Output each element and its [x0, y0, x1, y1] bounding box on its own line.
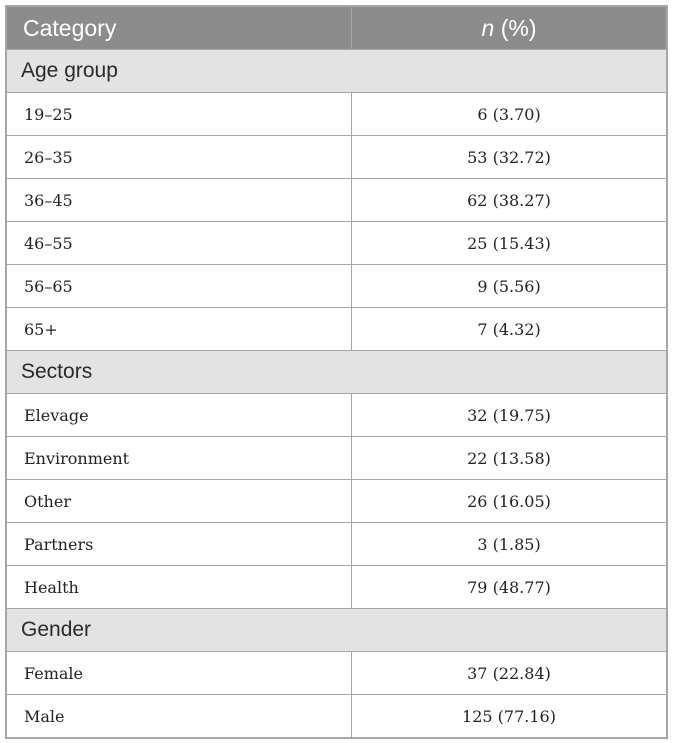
section-row-age-group [7, 50, 667, 93]
row-label: 26–35 [7, 136, 352, 179]
row-label: 56–65 [7, 265, 352, 308]
row-value: 9 (5.56) [352, 265, 667, 308]
section-title: Gender [7, 609, 667, 652]
header-n-percent [352, 7, 667, 50]
row-value: 62 (38.27) [352, 179, 667, 222]
table-header [7, 7, 667, 50]
table-body [7, 50, 667, 738]
row-label: Other [7, 480, 352, 523]
section-title: Age group [7, 50, 667, 93]
row-label: Environment [7, 437, 352, 480]
table-row [7, 523, 667, 566]
header-row [7, 7, 667, 50]
row-label: 46–55 [7, 222, 352, 265]
row-label: Male [7, 695, 352, 738]
header-percent: (%) [494, 14, 537, 41]
row-value: 79 (48.77) [352, 566, 667, 609]
demographics-table [6, 6, 667, 738]
section-row-gender [7, 609, 667, 652]
row-label: 19–25 [7, 93, 352, 136]
row-label: 36–45 [7, 179, 352, 222]
demographics-table-container [5, 5, 668, 739]
table-row [7, 308, 667, 351]
header-category: Category [7, 7, 352, 50]
table-row [7, 695, 667, 738]
row-value: 7 (4.32) [352, 308, 667, 351]
table-row [7, 265, 667, 308]
table-row [7, 222, 667, 265]
row-value: 6 (3.70) [352, 93, 667, 136]
row-value: 25 (15.43) [352, 222, 667, 265]
table-row [7, 394, 667, 437]
table-row [7, 566, 667, 609]
header-n-italic: n [481, 14, 495, 41]
row-value: 3 (1.85) [352, 523, 667, 566]
row-label: Partners [7, 523, 352, 566]
table-row [7, 480, 667, 523]
row-value: 37 (22.84) [352, 652, 667, 695]
row-label: Elevage [7, 394, 352, 437]
row-value: 22 (13.58) [352, 437, 667, 480]
row-value: 53 (32.72) [352, 136, 667, 179]
table-row [7, 652, 667, 695]
row-value: 26 (16.05) [352, 480, 667, 523]
section-title: Sectors [7, 351, 667, 394]
table-row [7, 437, 667, 480]
row-value: 32 (19.75) [352, 394, 667, 437]
table-row [7, 93, 667, 136]
row-label: Health [7, 566, 352, 609]
table-row [7, 136, 667, 179]
section-row-sectors [7, 351, 667, 394]
row-label: Female [7, 652, 352, 695]
row-value: 125 (77.16) [352, 695, 667, 738]
row-label: 65+ [7, 308, 352, 351]
table-row [7, 179, 667, 222]
